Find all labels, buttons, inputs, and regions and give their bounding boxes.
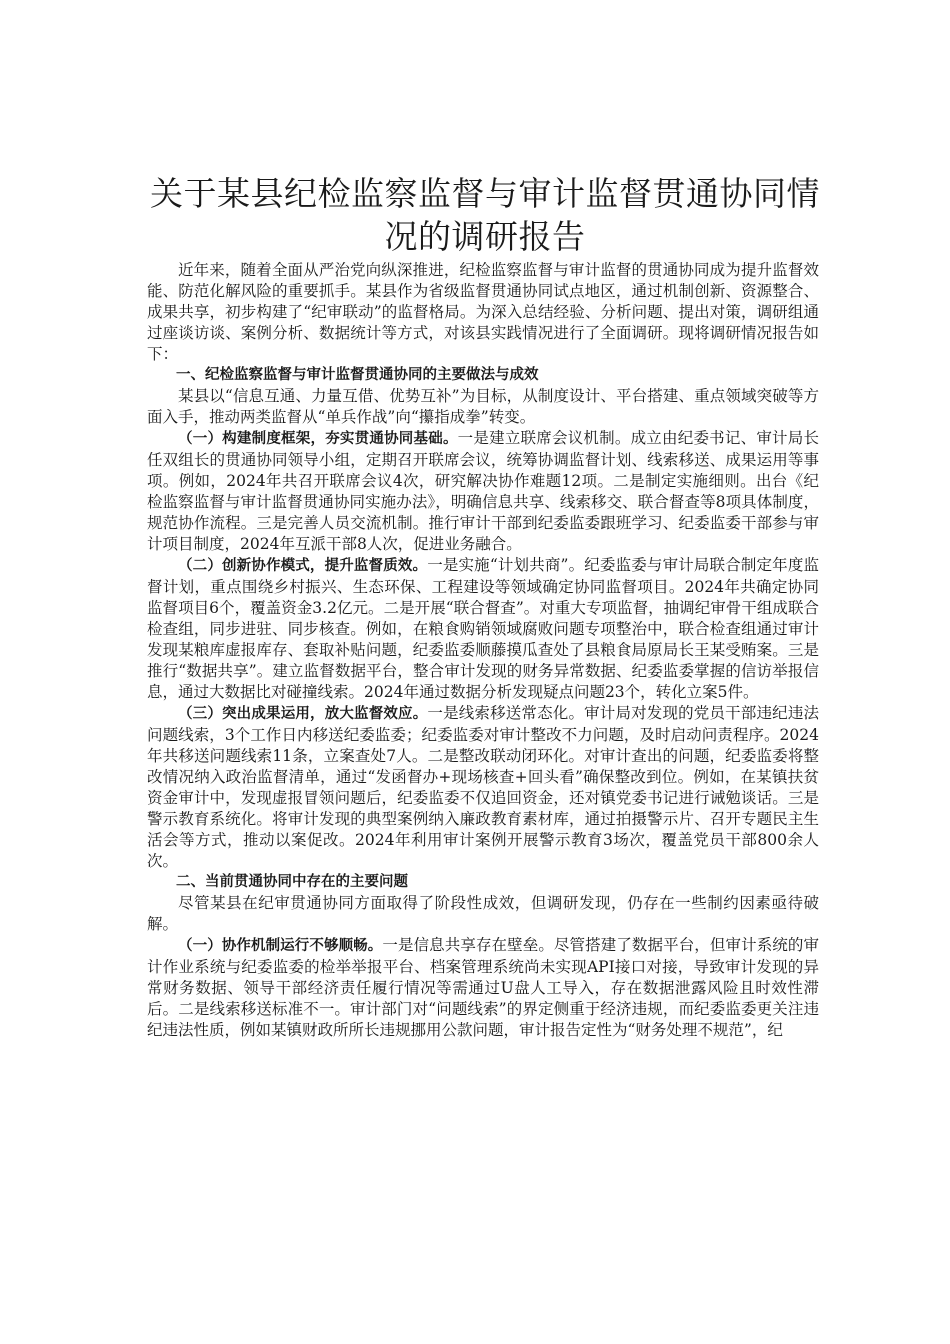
item-body: 一是实施“计划共商”。纪委监委与审计局联合制定年度监督计划，重点围绕乡村振兴、生态环保、工程建设等领域确定协同监督项目。2024年共确定协同监督项目6个，覆盖资金3.2亿元。二是开展“联合督查”。对重大专项监督，抽调纪审骨干组成联合检查组，同步进驻、同步核查。例如，在粮食购销领域腐败问题专项整治中，联合检查组通过审计发现某粮库虚报库存、套取补贴问题，纪委监委顺藤摸瓜查处了县粮食局原局长王某受贿案。三是推行“数据共享”。建立监督数据平台，整合审计发现的财务异常数据、纪委监委掌握的信访举报信息，通过大数据比对碰撞线索。2024年通过数据分析发现疑点问题23个，转化立案5件。 bbox=[147, 556, 819, 701]
item-body: 一是建立联席会议机制。成立由纪委书记、审计局长任双组长的贯通协同领导小组，定期召开联席会议，统筹协调监督计划、线索移送、成果运用等事项。例如，2024年共召开联席会议4次，研究解决协作难题12项。二是制定实施细则。出台《纪检监察监督与审计监督贯通协同实施办法》，明确信息共享、线索移交、联合督查等8项具体制度，规范协作流程。三是完善人员交流机制。推行审计干部到纪委监委跟班学习、纪委监委干部参与审计项目制度，2024年互派干部8人次，促进业务融合。 bbox=[147, 429, 819, 553]
item-lead: （一）协作机制运行不够顺畅。 bbox=[178, 938, 383, 954]
intro-paragraph: 近年来，随着全面从严治党向纵深推进，纪检监察监督与审计监督的贯通协同成为提升监督效能、防范化解风险的重要抓手。某县作为省级监督贯通协同试点地区，通过机制创新、资源整合、成果共享，初步构建了“纪审联动”的监督格局。为深入总结经验、分析问题、提出对策，调研组通过座谈访谈、案例分析、数据统计等方式，对该县实践情况进行了全面调研。现将调研情况报告如下： bbox=[147, 261, 819, 363]
item-lead: （二）创新协作模式，提升监督质效。 bbox=[178, 558, 428, 574]
document-title: 关于某县纪检监察监督与审计监督贯通协同情况的调研报告 bbox=[150, 174, 820, 256]
section-1-item-1 bbox=[147, 428, 819, 555]
item-lead: （三）突出成果运用，放大监督效应。 bbox=[178, 706, 428, 722]
section-2-item-1 bbox=[147, 935, 819, 1041]
section-1-intro: 某县以“信息互通、力量互借、优势互补”为目标，从制度设计、平台搭建、重点领域突破等方面入手，推动两类监督从“单兵作战”向“攥指成拳”转变。 bbox=[147, 387, 819, 426]
section-2-heading: 二、当前贯通协同中存在的主要问题 bbox=[176, 874, 408, 890]
section-2-intro: 尽管某县在纪审贯通协同方面取得了阶段性成效，但调研发现，仍存在一些制约因素亟待破解。 bbox=[147, 894, 819, 933]
item-body: 一是线索移送常态化。审计局对发现的党员干部违纪违法问题线索，3个工作日内移送纪委监委；纪委监委对审计整改不力问题，及时启动问责程序。2024年共移送问题线索11条，立案查处7人。二是整改联动闭环化。对审计查出的问题，纪委监委将整改情况纳入政治监督清单，通过“发函督办+现场核查+回头看”确保整改到位。例如，在某镇扶贫资金审计中，发现虚报冒领问题后，纪委监委不仅追回资金，还对镇党委书记进行诫勉谈话。三是警示教育系统化。将审计发现的典型案例纳入廉政教育素材库，通过拍摄警示片、召开专题民主生活会等方式，推动以案促改。2024年利用审计案例开展警示教育3场次，覆盖党员干部800余人次。 bbox=[147, 704, 819, 870]
item-body: 一是信息共享存在壁垒。尽管搭建了数据平台，但审计系统的审计作业系统与纪委监委的检举举报平台、档案管理系统尚未实现API接口对接，导致审计发现的异常财务数据、领导干部经济责任履行情况等需通过U盘人工导入，存在数据泄露风险且时效性滞后。二是线索移送标准不一。审计部门对“问题线索”的界定侧重于经济违规，而纪委监委更关注违纪违法性质，例如某镇财政所所长违规挪用公款问题，审计报告定性为“财务处理不规范”，纪 bbox=[147, 936, 819, 1039]
section-1-item-2 bbox=[147, 555, 819, 703]
item-lead: （一）构建制度框架，夯实贯通协同基础。 bbox=[178, 431, 458, 447]
section-1-heading: 一、纪检监察监督与审计监督贯通协同的主要做法与成效 bbox=[176, 367, 539, 383]
document-page bbox=[147, 172, 819, 1041]
section-1-item-3 bbox=[147, 703, 819, 872]
